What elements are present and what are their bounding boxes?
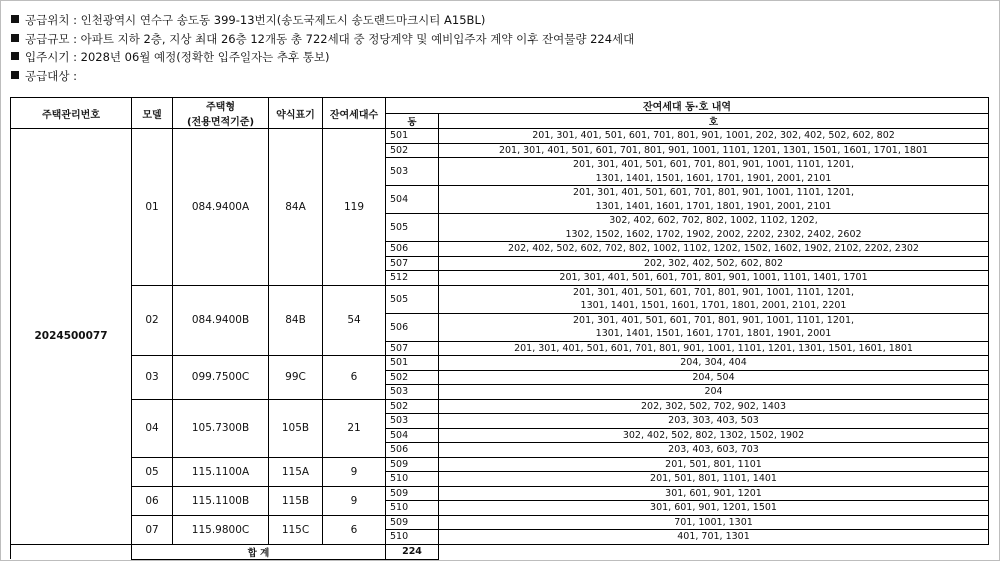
- dong-cell: 507: [386, 341, 439, 356]
- ho-cell: [439, 515, 989, 530]
- type-cell: 115.1100A: [173, 457, 269, 486]
- ho-cell: [439, 501, 989, 516]
- abbr-cell: 99C: [269, 356, 323, 400]
- header-model: 모델: [132, 98, 173, 129]
- ho-cell: [439, 356, 989, 371]
- info-target: 공급대상 :: [11, 67, 634, 86]
- dong-cell: 512: [386, 271, 439, 286]
- count-cell: 54: [323, 285, 386, 356]
- table-row: [11, 356, 989, 371]
- ho-line: 401, 701, 1301: [677, 531, 750, 542]
- table-row: [11, 285, 989, 313]
- type-cell: 105.7300B: [173, 399, 269, 457]
- ho-line: 201, 301, 401, 501, 601, 701, 801, 901, 1001, 1101, 1201, 1301, 1501, 1601, 1701, 1801: [498, 144, 929, 156]
- dong-cell: 506: [386, 443, 439, 458]
- dong-cell: 506: [386, 313, 439, 341]
- dong-cell: 504: [386, 428, 439, 443]
- table-row: [11, 486, 989, 501]
- ho-cell: [439, 214, 989, 242]
- ho-cell: [439, 271, 989, 286]
- dong-cell: 502: [386, 143, 439, 158]
- ho-line: 201, 301, 401, 501, 601, 701, 801, 901, 1001, 1101, 1401, 1701: [559, 272, 868, 283]
- abbr-cell: 115B: [269, 486, 323, 515]
- table-row: [11, 129, 989, 144]
- ho-cell: [439, 385, 989, 400]
- ho-line: 301, 601, 901, 1201: [665, 487, 762, 499]
- ho-cell: [439, 158, 989, 186]
- model-cell: 02: [132, 285, 173, 356]
- ho-line: 302, 402, 502, 802, 1302, 1502, 1902: [622, 429, 805, 441]
- supply-info: [11, 11, 634, 85]
- dong-cell: 510: [386, 472, 439, 487]
- info-location: 공급위치 : 인천광역시 연수구 송도동 399-13번지(송도국제도시 송도랜드마크시티 A15BL): [11, 11, 634, 30]
- model-cell: 06: [132, 486, 173, 515]
- ho-line: 202, 302, 402, 502, 602, 802: [644, 257, 783, 269]
- type-cell: 115.1100B: [173, 486, 269, 515]
- empty-cell: [439, 544, 989, 559]
- ho-line: 204, 304, 404: [680, 357, 747, 368]
- abbr-cell: 84A: [269, 129, 323, 286]
- dong-cell: 503: [386, 385, 439, 400]
- dong-cell: 507: [386, 256, 439, 271]
- model-cell: 03: [132, 356, 173, 400]
- ho-line: 204: [704, 386, 723, 397]
- dong-cell: 505: [386, 214, 439, 242]
- ho-line: 202, 402, 502, 602, 702, 802, 1002, 1102, 1202, 1502, 1602, 1902, 2102, 2202, 2302: [508, 243, 919, 254]
- bullet-icon: [11, 15, 19, 23]
- ho-line: 201, 301, 401, 501, 601, 701, 801, 901, 1001, 1101, 1201,: [573, 314, 855, 326]
- total-count: 224: [386, 544, 439, 559]
- table-body: [11, 129, 989, 560]
- ho-line: 1301, 1401, 1501, 1601, 1701, 1901, 2001, 2101: [595, 172, 832, 184]
- type-cell: 084.9400A: [173, 129, 269, 286]
- header-dong: 동: [386, 114, 439, 129]
- ho-line: 201, 301, 401, 501, 601, 701, 801, 901, 1001, 1101, 1201,: [573, 187, 855, 198]
- ho-line: 1301, 1401, 1501, 1601, 1701, 1801, 1901, 2001: [595, 328, 832, 339]
- ho-line: 201, 301, 401, 501, 601, 701, 801, 901, 1001, 1101, 1201,: [573, 159, 855, 170]
- table-row: [11, 515, 989, 530]
- dong-cell: 509: [386, 515, 439, 530]
- total-label: 합 계: [132, 544, 386, 559]
- ho-line: 201, 501, 801, 1101, 1401: [650, 473, 777, 484]
- count-cell: 6: [323, 515, 386, 544]
- bullet-icon: [11, 52, 19, 60]
- ho-line: 301, 601, 901, 1201, 1501: [650, 502, 777, 513]
- ho-cell: [439, 143, 989, 158]
- count-cell: 9: [323, 457, 386, 486]
- ho-line: 203, 303, 403, 503: [668, 415, 759, 426]
- ho-cell: [439, 285, 989, 313]
- dong-cell: 503: [386, 158, 439, 186]
- ho-cell: [439, 530, 989, 545]
- bullet-icon: [11, 71, 19, 79]
- abbr-cell: 84B: [269, 285, 323, 356]
- empty-cell: [11, 544, 132, 559]
- model-cell: 04: [132, 399, 173, 457]
- dong-cell: 509: [386, 457, 439, 472]
- table-row: [11, 457, 989, 472]
- dong-cell: 504: [386, 186, 439, 214]
- model-cell: 01: [132, 129, 173, 286]
- dong-cell: 505: [386, 285, 439, 313]
- ho-cell: [439, 129, 989, 144]
- count-cell: 6: [323, 356, 386, 400]
- ho-line: 1301, 1401, 1601, 1701, 1801, 1901, 2001, 2101: [595, 200, 832, 212]
- ho-cell: [439, 341, 989, 356]
- dong-cell: 503: [386, 414, 439, 429]
- ho-cell: [439, 399, 989, 414]
- count-cell: 9: [323, 486, 386, 515]
- abbr-cell: 115A: [269, 457, 323, 486]
- ho-line: 302, 402, 602, 702, 802, 1002, 1102, 1202,: [609, 215, 818, 226]
- bullet-icon: [11, 34, 19, 42]
- header-abbr: 약식표기: [269, 98, 323, 129]
- info-move-in: 입주시기 : 2028년 06월 예정(정확한 입주일자는 추후 통보): [11, 48, 634, 67]
- model-cell: 07: [132, 515, 173, 544]
- count-cell: 119: [323, 129, 386, 286]
- ho-cell: [439, 256, 989, 271]
- model-cell: 05: [132, 457, 173, 486]
- ho-line: 201, 501, 801, 1101: [665, 458, 762, 470]
- dong-cell: 510: [386, 530, 439, 545]
- ho-cell: [439, 414, 989, 429]
- ho-line: 1302, 1502, 1602, 1702, 1902, 2002, 2202, 2302, 2402, 2602: [565, 228, 862, 240]
- mgmt-no-cell: 2024500077: [11, 129, 132, 545]
- ho-line: 201, 301, 401, 501, 601, 701, 801, 901, 1001, 1101, 1201, 1301, 1501, 1601, 1801: [514, 342, 913, 354]
- type-cell: 084.9400B: [173, 285, 269, 356]
- dong-cell: 510: [386, 501, 439, 516]
- total-row: [11, 544, 989, 559]
- dong-cell: 509: [386, 486, 439, 501]
- abbr-cell: 105B: [269, 399, 323, 457]
- remaining-units-table: [10, 97, 989, 560]
- ho-cell: [439, 186, 989, 214]
- ho-line: 201, 301, 401, 501, 601, 701, 801, 901, 1001, 1101, 1201,: [573, 286, 855, 298]
- ho-cell: [439, 486, 989, 501]
- ho-line: 203, 403, 603, 703: [668, 444, 759, 455]
- ho-line: 201, 301, 401, 501, 601, 701, 801, 901, 1001, 202, 302, 402, 502, 602, 802: [532, 130, 895, 141]
- abbr-cell: 115C: [269, 515, 323, 544]
- ho-cell: [439, 457, 989, 472]
- ho-line: 701, 1001, 1301: [674, 516, 753, 528]
- header-detail: 잔여세대 동·호 내역: [386, 98, 989, 114]
- info-scale: 공급규모 : 아파트 지하 2층, 지상 최대 26층 12개동 총 722세대 중 정당계약 및 예비입주자 계약 이후 잔여물량 224세대: [11, 30, 634, 49]
- type-cell: 099.7500C: [173, 356, 269, 400]
- dong-cell: 501: [386, 129, 439, 144]
- ho-line: 204, 504: [692, 371, 735, 383]
- dong-cell: 502: [386, 399, 439, 414]
- ho-line: 1301, 1401, 1501, 1601, 1701, 1801, 2001, 2101, 2201: [580, 300, 847, 311]
- header-mgmt-no: 주택관리번호: [11, 98, 132, 129]
- table-row: [11, 399, 989, 414]
- dong-cell: 501: [386, 356, 439, 371]
- header-ho: 호: [439, 114, 989, 129]
- ho-cell: [439, 242, 989, 257]
- ho-cell: [439, 443, 989, 458]
- ho-cell: [439, 428, 989, 443]
- dong-cell: 506: [386, 242, 439, 257]
- ho-cell: [439, 313, 989, 341]
- header-count: 잔여세대수: [323, 98, 386, 129]
- ho-cell: [439, 370, 989, 385]
- header-type: 주택형 (전용면적기준): [173, 98, 269, 129]
- ho-line: 202, 302, 502, 702, 902, 1403: [640, 400, 787, 412]
- count-cell: 21: [323, 399, 386, 457]
- dong-cell: 502: [386, 370, 439, 385]
- type-cell: 115.9800C: [173, 515, 269, 544]
- ho-cell: [439, 472, 989, 487]
